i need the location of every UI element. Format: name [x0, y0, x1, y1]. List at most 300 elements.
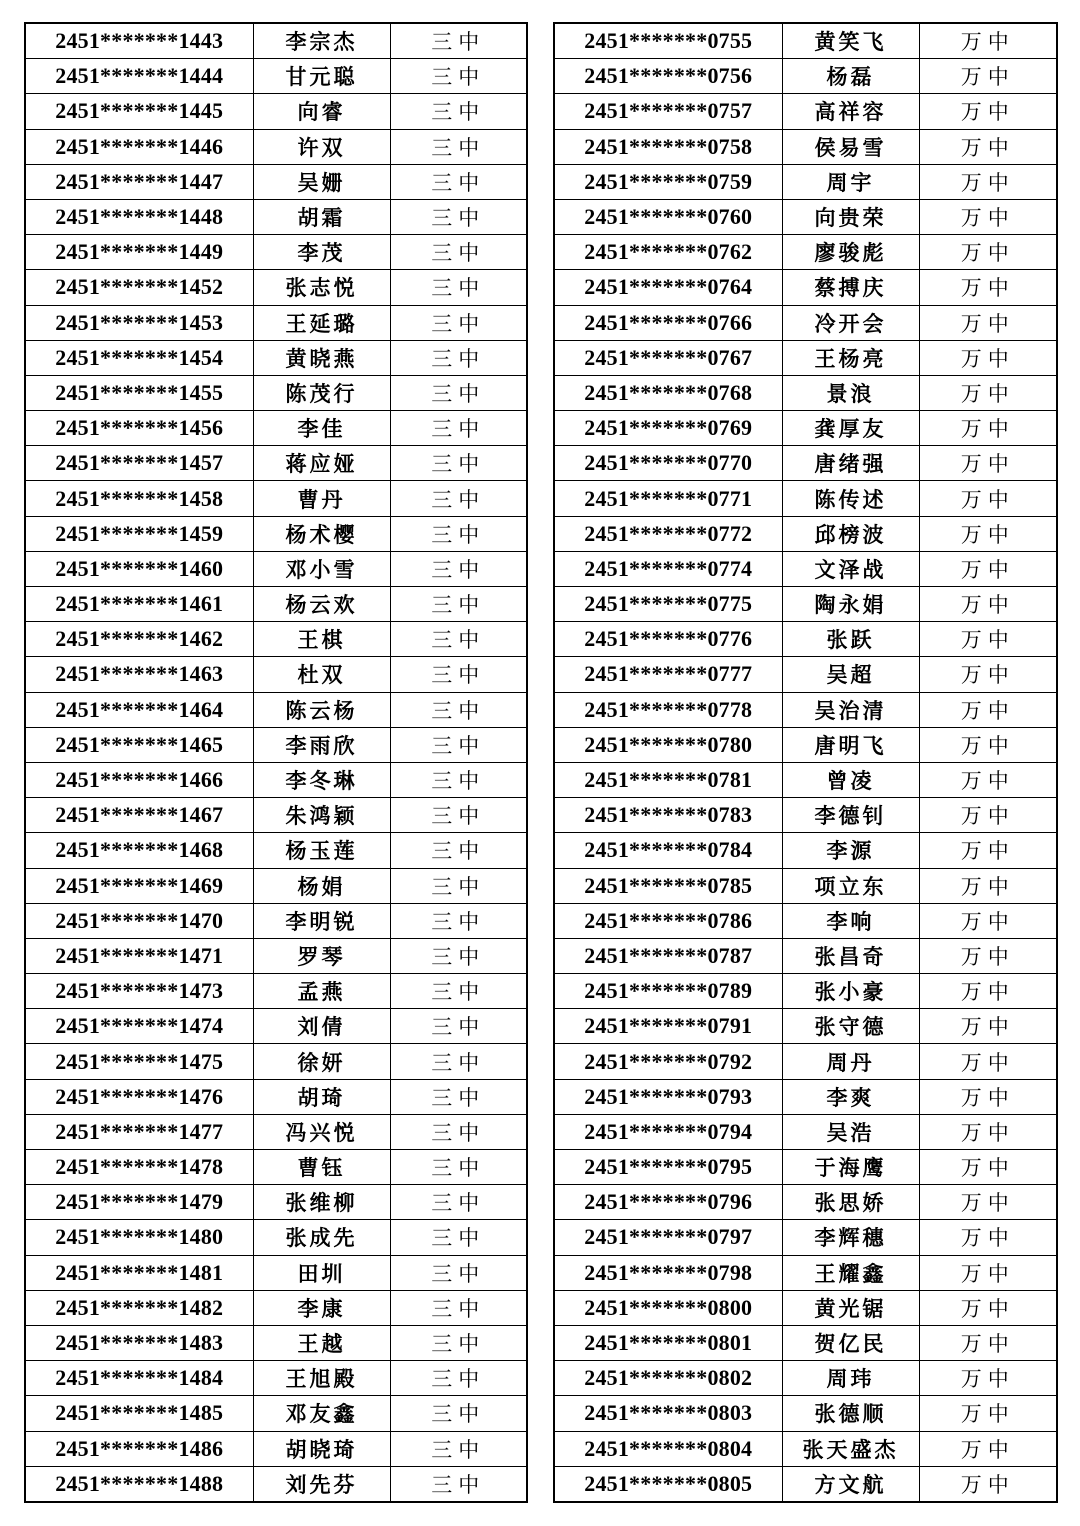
- student-id-cell: 2451*******1479: [25, 1185, 253, 1220]
- student-id-cell: 2451*******1445: [25, 94, 253, 129]
- table-row: [25, 270, 527, 305]
- student-name-cell: 张守德: [782, 1009, 919, 1044]
- table-row: [554, 1325, 1057, 1360]
- student-id-cell: 2451*******1459: [25, 516, 253, 551]
- table-row: [25, 622, 527, 657]
- student-id-cell: 2451*******1466: [25, 762, 253, 797]
- student-name-cell: 徐妍: [253, 1044, 390, 1079]
- student-id-cell: 2451*******1467: [25, 798, 253, 833]
- student-id-cell: 2451*******1455: [25, 375, 253, 410]
- table-row: [25, 164, 527, 199]
- table-row: [554, 1114, 1057, 1149]
- table-row: [554, 235, 1057, 270]
- table-row: [554, 164, 1057, 199]
- student-id-cell: 2451*******1462: [25, 622, 253, 657]
- school-cell: 三中: [390, 23, 527, 59]
- student-name-cell: 陈云杨: [253, 692, 390, 727]
- student-id-cell: 2451*******1474: [25, 1009, 253, 1044]
- student-name-cell: 龚厚友: [782, 411, 919, 446]
- table-row: [554, 1185, 1057, 1220]
- student-name-cell: 吴姗: [253, 164, 390, 199]
- school-cell: 三中: [390, 1396, 527, 1431]
- student-id-cell: 2451*******0759: [554, 164, 782, 199]
- student-id-cell: 2451*******0803: [554, 1396, 782, 1431]
- student-id-cell: 2451*******0802: [554, 1361, 782, 1396]
- student-id-cell: 2451*******0789: [554, 974, 782, 1009]
- student-name-cell: 刘先芬: [253, 1466, 390, 1502]
- student-name-cell: 张思娇: [782, 1185, 919, 1220]
- table-row: [554, 974, 1057, 1009]
- student-id-cell: 2451*******1469: [25, 868, 253, 903]
- school-cell: 万中: [919, 1114, 1057, 1149]
- table-row: [554, 868, 1057, 903]
- school-cell: 三中: [390, 727, 527, 762]
- school-cell: 三中: [390, 1325, 527, 1360]
- school-cell: 三中: [390, 1431, 527, 1466]
- student-id-cell: 2451*******1453: [25, 305, 253, 340]
- student-name-cell: 张维柳: [253, 1185, 390, 1220]
- student-id-cell: 2451*******0755: [554, 23, 782, 59]
- school-cell: 万中: [919, 1431, 1057, 1466]
- student-id-cell: 2451*******1463: [25, 657, 253, 692]
- school-cell: 万中: [919, 1466, 1057, 1502]
- student-name-cell: 李辉穗: [782, 1220, 919, 1255]
- school-cell: 万中: [919, 59, 1057, 94]
- student-id-cell: 2451*******0791: [554, 1009, 782, 1044]
- school-cell: 三中: [390, 446, 527, 481]
- student-id-cell: 2451*******1461: [25, 587, 253, 622]
- student-id-cell: 2451*******0794: [554, 1114, 782, 1149]
- school-cell: 万中: [919, 235, 1057, 270]
- student-id-cell: 2451*******1473: [25, 974, 253, 1009]
- student-id-cell: 2451*******1458: [25, 481, 253, 516]
- student-name-cell: 唐明飞: [782, 727, 919, 762]
- student-name-cell: 王耀鑫: [782, 1255, 919, 1290]
- table-row: [25, 903, 527, 938]
- student-id-cell: 2451*******1448: [25, 199, 253, 234]
- student-id-cell: 2451*******0801: [554, 1325, 782, 1360]
- school-cell: 万中: [919, 129, 1057, 164]
- student-id-cell: 2451*******0760: [554, 199, 782, 234]
- school-cell: 万中: [919, 270, 1057, 305]
- table-row: [25, 798, 527, 833]
- table-row: [554, 798, 1057, 833]
- student-id-cell: 2451*******0769: [554, 411, 782, 446]
- student-id-cell: 2451*******0766: [554, 305, 782, 340]
- student-id-cell: 2451*******0800: [554, 1290, 782, 1325]
- table-row: [554, 1255, 1057, 1290]
- student-id-cell: 2451*******0781: [554, 762, 782, 797]
- school-cell: 万中: [919, 1361, 1057, 1396]
- table-row: [554, 270, 1057, 305]
- school-cell: 万中: [919, 938, 1057, 973]
- table-row: [554, 23, 1057, 59]
- table-row: [554, 305, 1057, 340]
- table-row: [25, 974, 527, 1009]
- table-row: [25, 305, 527, 340]
- school-cell: 三中: [390, 762, 527, 797]
- student-name-cell: 罗琴: [253, 938, 390, 973]
- student-id-cell: 2451*******1454: [25, 340, 253, 375]
- student-id-cell: 2451*******1449: [25, 235, 253, 270]
- school-cell: 三中: [390, 1150, 527, 1185]
- table-row: [554, 199, 1057, 234]
- table-row: [554, 1150, 1057, 1185]
- student-name-cell: 朱鸿颖: [253, 798, 390, 833]
- school-cell: 三中: [390, 481, 527, 516]
- student-id-cell: 2451*******1481: [25, 1255, 253, 1290]
- student-id-cell: 2451*******0780: [554, 727, 782, 762]
- student-name-cell: 周玮: [782, 1361, 919, 1396]
- student-name-cell: 许双: [253, 129, 390, 164]
- student-id-cell: 2451*******1460: [25, 551, 253, 586]
- school-cell: 万中: [919, 94, 1057, 129]
- student-id-cell: 2451*******0772: [554, 516, 782, 551]
- student-id-cell: 2451*******1443: [25, 23, 253, 59]
- table-row: [554, 1079, 1057, 1114]
- student-name-cell: 李宗杰: [253, 23, 390, 59]
- student-name-cell: 廖骏彪: [782, 235, 919, 270]
- student-name-cell: 李康: [253, 1290, 390, 1325]
- student-name-cell: 刘倩: [253, 1009, 390, 1044]
- table-row: [554, 1431, 1057, 1466]
- student-name-cell: 景浪: [782, 375, 919, 410]
- student-name-cell: 黄笑飞: [782, 23, 919, 59]
- school-cell: 万中: [919, 692, 1057, 727]
- student-name-cell: 文泽战: [782, 551, 919, 586]
- school-cell: 三中: [390, 622, 527, 657]
- student-id-cell: 2451*******0787: [554, 938, 782, 973]
- student-name-cell: 曹钰: [253, 1150, 390, 1185]
- school-cell: 三中: [390, 1009, 527, 1044]
- table-row: [554, 129, 1057, 164]
- student-name-cell: 贺亿民: [782, 1325, 919, 1360]
- student-id-cell: 2451*******0757: [554, 94, 782, 129]
- student-name-cell: 张小豪: [782, 974, 919, 1009]
- student-id-cell: 2451*******0771: [554, 481, 782, 516]
- school-cell: 三中: [390, 868, 527, 903]
- table-row: [25, 199, 527, 234]
- student-id-cell: 2451*******1483: [25, 1325, 253, 1360]
- student-id-cell: 2451*******0767: [554, 340, 782, 375]
- school-cell: 三中: [390, 411, 527, 446]
- table-row: [25, 1325, 527, 1360]
- student-name-cell: 高祥容: [782, 94, 919, 129]
- student-id-cell: 2451*******0797: [554, 1220, 782, 1255]
- student-id-cell: 2451*******0756: [554, 59, 782, 94]
- school-cell: 万中: [919, 1255, 1057, 1290]
- student-name-cell: 吴超: [782, 657, 919, 692]
- student-id-cell: 2451*******0786: [554, 903, 782, 938]
- table-row: [25, 94, 527, 129]
- student-name-cell: 蒋应娅: [253, 446, 390, 481]
- right-table-body: [554, 23, 1057, 1502]
- table-row: [25, 129, 527, 164]
- table-row: [554, 692, 1057, 727]
- student-name-cell: 孟燕: [253, 974, 390, 1009]
- school-cell: 万中: [919, 587, 1057, 622]
- school-cell: 万中: [919, 1220, 1057, 1255]
- student-id-cell: 2451*******1475: [25, 1044, 253, 1079]
- school-cell: 万中: [919, 833, 1057, 868]
- student-id-cell: 2451*******0778: [554, 692, 782, 727]
- table-row: [25, 235, 527, 270]
- school-cell: 三中: [390, 938, 527, 973]
- student-id-cell: 2451*******1480: [25, 1220, 253, 1255]
- table-row: [554, 481, 1057, 516]
- table-row: [25, 411, 527, 446]
- school-cell: 三中: [390, 94, 527, 129]
- student-name-cell: 王旭殿: [253, 1361, 390, 1396]
- student-id-cell: 2451*******1465: [25, 727, 253, 762]
- student-name-cell: 杨云欢: [253, 587, 390, 622]
- table-row: [25, 59, 527, 94]
- school-cell: 万中: [919, 622, 1057, 657]
- school-cell: 万中: [919, 1290, 1057, 1325]
- school-cell: 三中: [390, 164, 527, 199]
- table-row: [554, 762, 1057, 797]
- school-cell: 三中: [390, 833, 527, 868]
- student-name-cell: 李茂: [253, 235, 390, 270]
- school-cell: 万中: [919, 411, 1057, 446]
- table-row: [25, 1114, 527, 1149]
- student-name-cell: 李雨欣: [253, 727, 390, 762]
- school-cell: 三中: [390, 270, 527, 305]
- table-row: [25, 481, 527, 516]
- table-row: [554, 375, 1057, 410]
- student-id-cell: 2451*******1456: [25, 411, 253, 446]
- left-roster-table: [24, 22, 528, 1503]
- table-row: [25, 1466, 527, 1502]
- student-name-cell: 胡琦: [253, 1079, 390, 1114]
- student-name-cell: 邱榜波: [782, 516, 919, 551]
- student-name-cell: 李明锐: [253, 903, 390, 938]
- table-row: [25, 868, 527, 903]
- student-id-cell: 2451*******0785: [554, 868, 782, 903]
- student-name-cell: 方文航: [782, 1466, 919, 1502]
- student-name-cell: 王延璐: [253, 305, 390, 340]
- school-cell: 三中: [390, 903, 527, 938]
- student-name-cell: 杨娟: [253, 868, 390, 903]
- student-id-cell: 2451*******1470: [25, 903, 253, 938]
- student-name-cell: 李冬琳: [253, 762, 390, 797]
- student-id-cell: 2451*******0793: [554, 1079, 782, 1114]
- school-cell: 万中: [919, 868, 1057, 903]
- table-row: [25, 692, 527, 727]
- table-row: [554, 587, 1057, 622]
- table-row: [554, 1009, 1057, 1044]
- student-id-cell: 2451*******1486: [25, 1431, 253, 1466]
- student-name-cell: 于海鹰: [782, 1150, 919, 1185]
- table-row: [25, 1150, 527, 1185]
- student-id-cell: 2451*******0795: [554, 1150, 782, 1185]
- table-row: [554, 94, 1057, 129]
- table-row: [554, 903, 1057, 938]
- right-roster-table: [553, 22, 1058, 1503]
- table-row: [554, 1361, 1057, 1396]
- school-cell: 万中: [919, 1079, 1057, 1114]
- table-row: [554, 340, 1057, 375]
- school-cell: 万中: [919, 762, 1057, 797]
- table-row: [25, 1396, 527, 1431]
- student-id-cell: 2451*******1471: [25, 938, 253, 973]
- school-cell: 三中: [390, 1079, 527, 1114]
- student-name-cell: 邓友鑫: [253, 1396, 390, 1431]
- student-id-cell: 2451*******0784: [554, 833, 782, 868]
- school-cell: 三中: [390, 974, 527, 1009]
- school-cell: 万中: [919, 1396, 1057, 1431]
- student-name-cell: 胡霜: [253, 199, 390, 234]
- table-row: [25, 1255, 527, 1290]
- table-row: [554, 727, 1057, 762]
- student-name-cell: 向睿: [253, 94, 390, 129]
- school-cell: 万中: [919, 657, 1057, 692]
- student-id-cell: 2451*******1468: [25, 833, 253, 868]
- student-id-cell: 2451*******0762: [554, 235, 782, 270]
- student-id-cell: 2451*******1478: [25, 1150, 253, 1185]
- table-row: [25, 833, 527, 868]
- student-id-cell: 2451*******1482: [25, 1290, 253, 1325]
- table-row: [25, 375, 527, 410]
- student-id-cell: 2451*******0804: [554, 1431, 782, 1466]
- student-id-cell: 2451*******0775: [554, 587, 782, 622]
- table-row: [25, 762, 527, 797]
- school-cell: 三中: [390, 516, 527, 551]
- student-name-cell: 陶永娟: [782, 587, 919, 622]
- student-id-cell: 2451*******1485: [25, 1396, 253, 1431]
- student-id-cell: 2451*******0768: [554, 375, 782, 410]
- student-name-cell: 王越: [253, 1325, 390, 1360]
- table-row: [25, 1079, 527, 1114]
- student-id-cell: 2451*******0774: [554, 551, 782, 586]
- student-name-cell: 吴浩: [782, 1114, 919, 1149]
- student-name-cell: 冷开会: [782, 305, 919, 340]
- student-id-cell: 2451*******0805: [554, 1466, 782, 1502]
- school-cell: 三中: [390, 1044, 527, 1079]
- school-cell: 万中: [919, 23, 1057, 59]
- student-id-cell: 2451*******0770: [554, 446, 782, 481]
- table-row: [554, 551, 1057, 586]
- school-cell: 三中: [390, 305, 527, 340]
- left-table-body: [25, 23, 527, 1502]
- student-name-cell: 杨术樱: [253, 516, 390, 551]
- school-cell: 万中: [919, 798, 1057, 833]
- table-row: [25, 1044, 527, 1079]
- table-row: [25, 1361, 527, 1396]
- student-name-cell: 李德钊: [782, 798, 919, 833]
- student-name-cell: 侯易雪: [782, 129, 919, 164]
- school-cell: 万中: [919, 1325, 1057, 1360]
- student-name-cell: 向贵荣: [782, 199, 919, 234]
- student-name-cell: 张德顺: [782, 1396, 919, 1431]
- school-cell: 万中: [919, 903, 1057, 938]
- table-row: [25, 340, 527, 375]
- school-cell: 三中: [390, 1255, 527, 1290]
- school-cell: 万中: [919, 551, 1057, 586]
- school-cell: 三中: [390, 551, 527, 586]
- student-name-cell: 黄光锯: [782, 1290, 919, 1325]
- school-cell: 万中: [919, 481, 1057, 516]
- student-name-cell: 张昌奇: [782, 938, 919, 973]
- student-id-cell: 2451*******0758: [554, 129, 782, 164]
- student-id-cell: 2451*******1464: [25, 692, 253, 727]
- table-row: [554, 516, 1057, 551]
- school-cell: 三中: [390, 129, 527, 164]
- student-name-cell: 李爽: [782, 1079, 919, 1114]
- student-id-cell: 2451*******1484: [25, 1361, 253, 1396]
- student-id-cell: 2451*******0792: [554, 1044, 782, 1079]
- school-cell: 三中: [390, 59, 527, 94]
- student-id-cell: 2451*******1444: [25, 59, 253, 94]
- student-name-cell: 张天盛杰: [782, 1431, 919, 1466]
- school-cell: 万中: [919, 1150, 1057, 1185]
- school-cell: 三中: [390, 692, 527, 727]
- student-name-cell: 邓小雪: [253, 551, 390, 586]
- table-row: [554, 938, 1057, 973]
- table-row: [25, 1220, 527, 1255]
- school-cell: 万中: [919, 1185, 1057, 1220]
- school-cell: 三中: [390, 1220, 527, 1255]
- student-name-cell: 杨玉莲: [253, 833, 390, 868]
- school-cell: 万中: [919, 516, 1057, 551]
- school-cell: 三中: [390, 340, 527, 375]
- student-name-cell: 王棋: [253, 622, 390, 657]
- student-name-cell: 吴治清: [782, 692, 919, 727]
- school-cell: 三中: [390, 199, 527, 234]
- table-row: [554, 622, 1057, 657]
- school-cell: 三中: [390, 235, 527, 270]
- table-row: [554, 1220, 1057, 1255]
- student-name-cell: 李源: [782, 833, 919, 868]
- table-row: [25, 587, 527, 622]
- student-id-cell: 2451*******1476: [25, 1079, 253, 1114]
- student-id-cell: 2451*******1477: [25, 1114, 253, 1149]
- student-id-cell: 2451*******0776: [554, 622, 782, 657]
- school-cell: 三中: [390, 375, 527, 410]
- school-cell: 三中: [390, 1361, 527, 1396]
- table-row: [554, 1290, 1057, 1325]
- table-row: [554, 1396, 1057, 1431]
- school-cell: 万中: [919, 375, 1057, 410]
- student-id-cell: 2451*******0764: [554, 270, 782, 305]
- student-name-cell: 曹丹: [253, 481, 390, 516]
- school-cell: 万中: [919, 1044, 1057, 1079]
- student-name-cell: 杜双: [253, 657, 390, 692]
- table-row: [25, 1009, 527, 1044]
- school-cell: 万中: [919, 164, 1057, 199]
- student-name-cell: 唐绪强: [782, 446, 919, 481]
- table-row: [554, 1466, 1057, 1502]
- table-row: [25, 1290, 527, 1325]
- table-row: [25, 1185, 527, 1220]
- student-id-cell: 2451*******1457: [25, 446, 253, 481]
- student-id-cell: 2451*******1488: [25, 1466, 253, 1502]
- student-name-cell: 冯兴悦: [253, 1114, 390, 1149]
- table-row: [554, 833, 1057, 868]
- student-id-cell: 2451*******1452: [25, 270, 253, 305]
- student-name-cell: 甘元聪: [253, 59, 390, 94]
- school-cell: 三中: [390, 1185, 527, 1220]
- table-row: [25, 516, 527, 551]
- student-id-cell: 2451*******0777: [554, 657, 782, 692]
- school-cell: 万中: [919, 305, 1057, 340]
- table-row: [25, 938, 527, 973]
- student-name-cell: 周丹: [782, 1044, 919, 1079]
- school-cell: 三中: [390, 657, 527, 692]
- student-id-cell: 2451*******1447: [25, 164, 253, 199]
- school-cell: 三中: [390, 798, 527, 833]
- table-row: [25, 657, 527, 692]
